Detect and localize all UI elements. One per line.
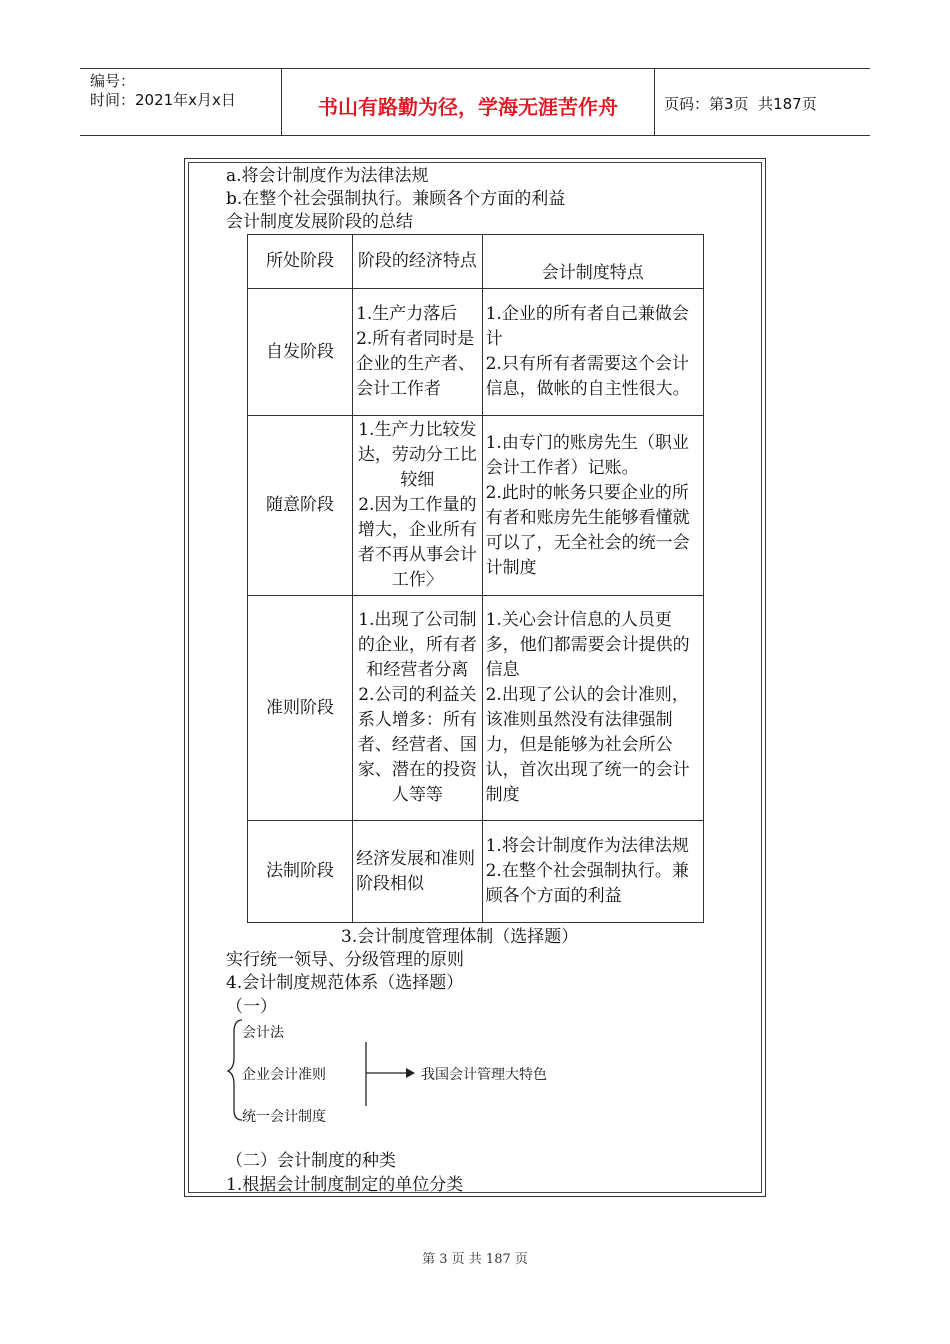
line-b: b.在整个社会强制执行。兼顾各个方面的利益 [226,189,566,209]
sub1-label: （一） [226,997,277,1017]
system-cell [482,821,703,923]
stage-cell: 自发阶段 [248,289,353,416]
system-line: 1.由专门的账房先生（职业会计工作者）记账。 [485,432,689,478]
page-info-text: 页码：第3页 共187页 [664,95,817,113]
system-cell [482,596,703,821]
economy-line: 2.因为工作量的增大，企业所有者不再从事会计工作〉 [357,495,477,590]
economy-cell [353,289,483,416]
header-page-info [664,93,817,114]
header-cell-stage: 所处阶段 [248,235,353,289]
footer-page-text: 第 3 页 共 187 页 [422,1252,528,1267]
economy-line: 1.生产力落后 [356,304,458,324]
header-cell-economy: 阶段的经济特点 [353,235,483,289]
diagram-item: 会计法 [242,1025,284,1041]
economy-cell [353,416,483,596]
sub2-item1: 1.根据会计制度制定的单位分类 [226,1175,464,1195]
system-line: 1.企业的所有者自己兼做会计 [485,304,689,349]
economy-line: 2.所有者同时是企业的生产者、会计工作者 [356,329,476,399]
diagram-item: 统一会计制度 [242,1109,326,1125]
stage-cell: 法制阶段 [248,821,353,923]
table-row [248,596,704,821]
economy-line: 1.生产力比较发达，劳动分工比较细 [357,420,477,490]
header-motto: 书山有路勤为径，学海无涯苦作舟 [318,95,618,119]
system-line: 2.只有所有者需要这个会计信息，做帐的自主性很大。 [485,354,690,399]
table-row [248,416,704,596]
system-line: 2.此时的帐务只要企业的所有者和账房先生能够看懂就可以了，无全社会的统一会计制度 [485,482,690,578]
number-label: 编号： [90,72,136,90]
diagram-result: 我国会计管理大特色 [421,1067,547,1083]
stage-summary-table [247,234,704,923]
system-line: 1.将会计制度作为法律法规 [485,836,689,856]
economy-line: 经济发展和准则阶段相似 [356,848,476,894]
time-label: 时间：2021年x月x日 [90,91,236,109]
section3-title: 3.会计制度管理体制（选择题） [341,927,579,947]
arrow-icon [386,1068,416,1080]
economy-line: 1.出现了公司制的企业，所有者和经营者分离 2.公司的利益关系人增多：所有者、经营者、国家、潜在的投资人等等 [357,610,477,805]
header-cell-system: 会计制度特点 [482,235,703,289]
table-header-row [248,235,704,289]
section4-title: 4.会计制度规范体系（选择题） [226,973,464,993]
system-line: 1.关心会计信息的人员更多，他们都需要会计提供的信息 [485,610,690,680]
header-meta [90,72,236,110]
table-row [248,821,704,923]
stage-cell: 随意阶段 [248,416,353,596]
header-divider [654,68,655,136]
economy-cell [353,596,483,821]
sub2-title: （二）会计制度的种类 [226,1151,396,1171]
curly-brace [228,1020,242,1120]
economy-cell [353,821,483,923]
header-bottom-rule [80,135,870,136]
section3-body: 实行统一领导、分级管理的原则 [226,950,464,970]
diagram-item: 企业会计准则 [242,1067,326,1083]
system-line: 2.在整个社会强制执行。兼顾各个方面的利益 [485,861,689,906]
system-cell [482,416,703,596]
line-a: a.将会计制度作为法律法规 [226,166,429,186]
summary-title: 会计制度发展阶段的总结 [226,212,413,232]
page-footer [0,1248,950,1267]
table-row [248,289,704,416]
system-cell [482,289,703,416]
system-line: 2.出现了公认的会计准则，该准则虽然没有法律强制力，但是能够为社会所公认，首次出现了统一的会计制度 [485,685,690,805]
stage-cell: 准则阶段 [248,596,353,821]
header-top-rule [80,68,870,69]
